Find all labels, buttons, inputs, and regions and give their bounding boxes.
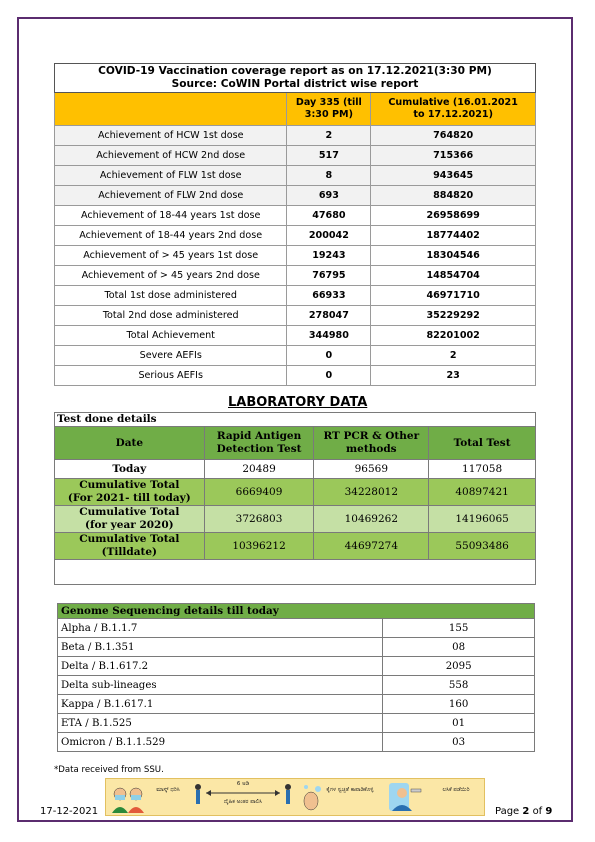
table-row xyxy=(55,306,536,326)
table-row-empty xyxy=(55,560,536,585)
table-row xyxy=(55,346,536,366)
footer-date: 17-12-2021 xyxy=(40,806,99,817)
banner-illustrations xyxy=(106,779,484,815)
banner-distance-top: 6 ಅಡಿ xyxy=(236,781,250,787)
header-total: Total Test xyxy=(429,427,536,460)
row-day-value: 19243 xyxy=(287,246,371,266)
header-rtpcr xyxy=(314,427,429,460)
row-label-line2: (for year 2020) xyxy=(85,519,174,531)
row-cum-value: 884820 xyxy=(371,186,536,206)
row-cum-value: 26958699 xyxy=(371,206,536,226)
row-cum-value: 23 xyxy=(371,366,536,386)
row-label: Today xyxy=(55,460,205,479)
row-label xyxy=(55,506,205,533)
row-label: Achievement of FLW 2nd dose xyxy=(55,186,287,206)
variant-count: 2095 xyxy=(383,657,535,676)
variant-name: Omicron / B.1.1.529 xyxy=(58,733,383,752)
variant-name: Kappa / B.1.617.1 xyxy=(58,695,383,714)
variant-count: 03 xyxy=(383,733,535,752)
variant-count: 160 xyxy=(383,695,535,714)
row-day-value: 47680 xyxy=(287,206,371,226)
row-label: Achievement of > 45 years 1st dose xyxy=(55,246,287,266)
row-total: 55093486 xyxy=(429,533,536,560)
variant-count: 155 xyxy=(383,619,535,638)
table-row xyxy=(58,676,535,695)
row-rapid: 20489 xyxy=(204,460,314,479)
row-label: Achievement of 18-44 years 1st dose xyxy=(55,206,287,226)
table-row xyxy=(55,460,536,479)
page-of: of xyxy=(532,806,543,817)
vaccination-icon xyxy=(389,783,421,811)
row-rtpcr: 34228012 xyxy=(314,479,429,506)
header-rapid-line1: Rapid Antigen xyxy=(216,430,302,442)
table-row xyxy=(55,326,536,346)
header-date: Date xyxy=(55,427,205,460)
variant-count: 558 xyxy=(383,676,535,695)
empty-cell xyxy=(55,560,536,585)
header-day xyxy=(287,93,371,126)
table-row xyxy=(58,619,535,638)
table-row xyxy=(55,126,536,146)
row-label-line1: Cumulative Total xyxy=(79,506,180,518)
vaccination-source: Source: CoWIN Portal district wise report xyxy=(171,78,419,90)
row-label: Achievement of > 45 years 2nd dose xyxy=(55,266,287,286)
row-day-value: 66933 xyxy=(287,286,371,306)
variant-name: Alpha / B.1.1.7 xyxy=(58,619,383,638)
page-prefix: Page xyxy=(495,806,520,817)
row-rtpcr: 10469262 xyxy=(314,506,429,533)
table-row xyxy=(55,266,536,286)
laboratory-header-row xyxy=(55,427,536,460)
row-label-line2: (Tilldate) xyxy=(101,546,158,558)
row-label: Achievement of HCW 1st dose xyxy=(55,126,287,146)
table-row xyxy=(55,366,536,386)
row-day-value: 693 xyxy=(287,186,371,206)
variant-name: Delta sub-lineages xyxy=(58,676,383,695)
variant-count: 01 xyxy=(383,714,535,733)
vaccination-title-cell xyxy=(55,64,536,93)
vaccination-header-row xyxy=(55,93,536,126)
row-day-value: 76795 xyxy=(287,266,371,286)
laboratory-table xyxy=(54,412,536,585)
row-label: Achievement of HCW 2nd dose xyxy=(55,146,287,166)
genome-table xyxy=(57,603,535,752)
vaccination-rows xyxy=(55,126,536,386)
row-rtpcr: 96569 xyxy=(314,460,429,479)
variant-name: Delta / B.1.617.2 xyxy=(58,657,383,676)
handwash-icon xyxy=(304,785,321,810)
awareness-banner xyxy=(105,778,485,816)
row-day-value: 0 xyxy=(287,346,371,366)
row-cum-value: 2 xyxy=(371,346,536,366)
row-cum-value: 35229292 xyxy=(371,306,536,326)
table-row xyxy=(55,186,536,206)
variant-name: Beta / B.1.351 xyxy=(58,638,383,657)
laboratory-caption: Test done details xyxy=(55,413,536,427)
laboratory-heading: LABORATORY DATA xyxy=(228,395,368,410)
row-rapid: 10396212 xyxy=(204,533,314,560)
header-cum-line1: Cumulative (16.01.2021 xyxy=(388,97,518,108)
row-label-line1: Cumulative Total xyxy=(79,479,180,491)
vaccination-table xyxy=(54,63,536,386)
row-label: Severe AEFIs xyxy=(55,346,287,366)
table-row xyxy=(55,506,536,533)
header-blank xyxy=(55,93,287,126)
variant-name: ETA / B.1.525 xyxy=(58,714,383,733)
header-cumulative xyxy=(371,93,536,126)
row-label-line1: Cumulative Total xyxy=(79,533,180,545)
row-day-value: 200042 xyxy=(287,226,371,246)
table-row xyxy=(55,146,536,166)
header-day-line2: 3:30 PM) xyxy=(304,109,353,120)
page-current: 2 xyxy=(522,806,530,817)
table-row xyxy=(55,226,536,246)
row-label xyxy=(55,479,205,506)
banner-distance-bottom: ದೈಹಿಕ ಅಂತರ ಪಾಲಿಸಿ xyxy=(223,799,263,805)
row-label xyxy=(55,533,205,560)
table-row xyxy=(55,166,536,186)
genome-caption: Genome Sequencing details till today xyxy=(58,604,535,619)
row-cum-value: 715366 xyxy=(371,146,536,166)
row-total: 40897421 xyxy=(429,479,536,506)
row-label: Total 2nd dose administered xyxy=(55,306,287,326)
row-day-value: 0 xyxy=(287,366,371,386)
header-day-line1: Day 335 (till xyxy=(295,97,362,108)
table-row xyxy=(58,733,535,752)
row-cum-value: 764820 xyxy=(371,126,536,146)
row-label: Achievement of 18-44 years 2nd dose xyxy=(55,226,287,246)
row-total: 117058 xyxy=(429,460,536,479)
row-label-line2: (For 2021- till today) xyxy=(67,492,191,504)
table-row xyxy=(55,206,536,226)
table-row xyxy=(58,714,535,733)
row-cum-value: 82201002 xyxy=(371,326,536,346)
table-row xyxy=(55,246,536,266)
data-source-note: *Data received from SSU. xyxy=(54,765,164,775)
banner-vaccine-text: ಲಸಿಕೆ ಪಡೆಯಿರಿ xyxy=(442,787,470,793)
row-rapid: 3726803 xyxy=(204,506,314,533)
vaccination-title: COVID-19 Vaccination coverage report as on 17.12.2021(3:30 PM) xyxy=(98,65,492,77)
row-label: Achievement of FLW 1st dose xyxy=(55,166,287,186)
table-row xyxy=(58,657,535,676)
page-number xyxy=(495,806,552,817)
table-row xyxy=(55,533,536,560)
row-rapid: 6669409 xyxy=(204,479,314,506)
header-rapid-line2: Detection Test xyxy=(216,443,302,455)
page-total: 9 xyxy=(545,806,553,817)
banner-mask-text: ಮಾಸ್ಕ್ ಧರಿಸಿ xyxy=(156,787,180,793)
table-row xyxy=(58,638,535,657)
row-cum-value: 14854704 xyxy=(371,266,536,286)
header-rtpcr-line1: RT PCR & Other xyxy=(323,430,420,442)
header-rapid xyxy=(204,427,314,460)
masked-people-icon xyxy=(112,788,144,813)
row-rtpcr: 44697274 xyxy=(314,533,429,560)
table-row xyxy=(55,286,536,306)
variant-count: 08 xyxy=(383,638,535,657)
table-row xyxy=(58,695,535,714)
row-day-value: 344980 xyxy=(287,326,371,346)
row-label: Serious AEFIs xyxy=(55,366,287,386)
row-label: Total Achievement xyxy=(55,326,287,346)
row-total: 14196065 xyxy=(429,506,536,533)
row-cum-value: 46971710 xyxy=(371,286,536,306)
row-cum-value: 18774402 xyxy=(371,226,536,246)
row-day-value: 2 xyxy=(287,126,371,146)
row-label: Total 1st dose administered xyxy=(55,286,287,306)
row-day-value: 517 xyxy=(287,146,371,166)
row-cum-value: 943645 xyxy=(371,166,536,186)
row-day-value: 278047 xyxy=(287,306,371,326)
row-cum-value: 18304546 xyxy=(371,246,536,266)
banner-hands-text: ಕೈಗಳ ಸ್ವಚ್ಛತೆ ಕಾಪಾಡಿಕೊಳ್ಳಿ xyxy=(326,787,374,793)
table-row xyxy=(55,479,536,506)
header-rtpcr-line2: methods xyxy=(346,443,397,455)
row-day-value: 8 xyxy=(287,166,371,186)
header-cum-line2: to 17.12.2021) xyxy=(413,109,493,120)
